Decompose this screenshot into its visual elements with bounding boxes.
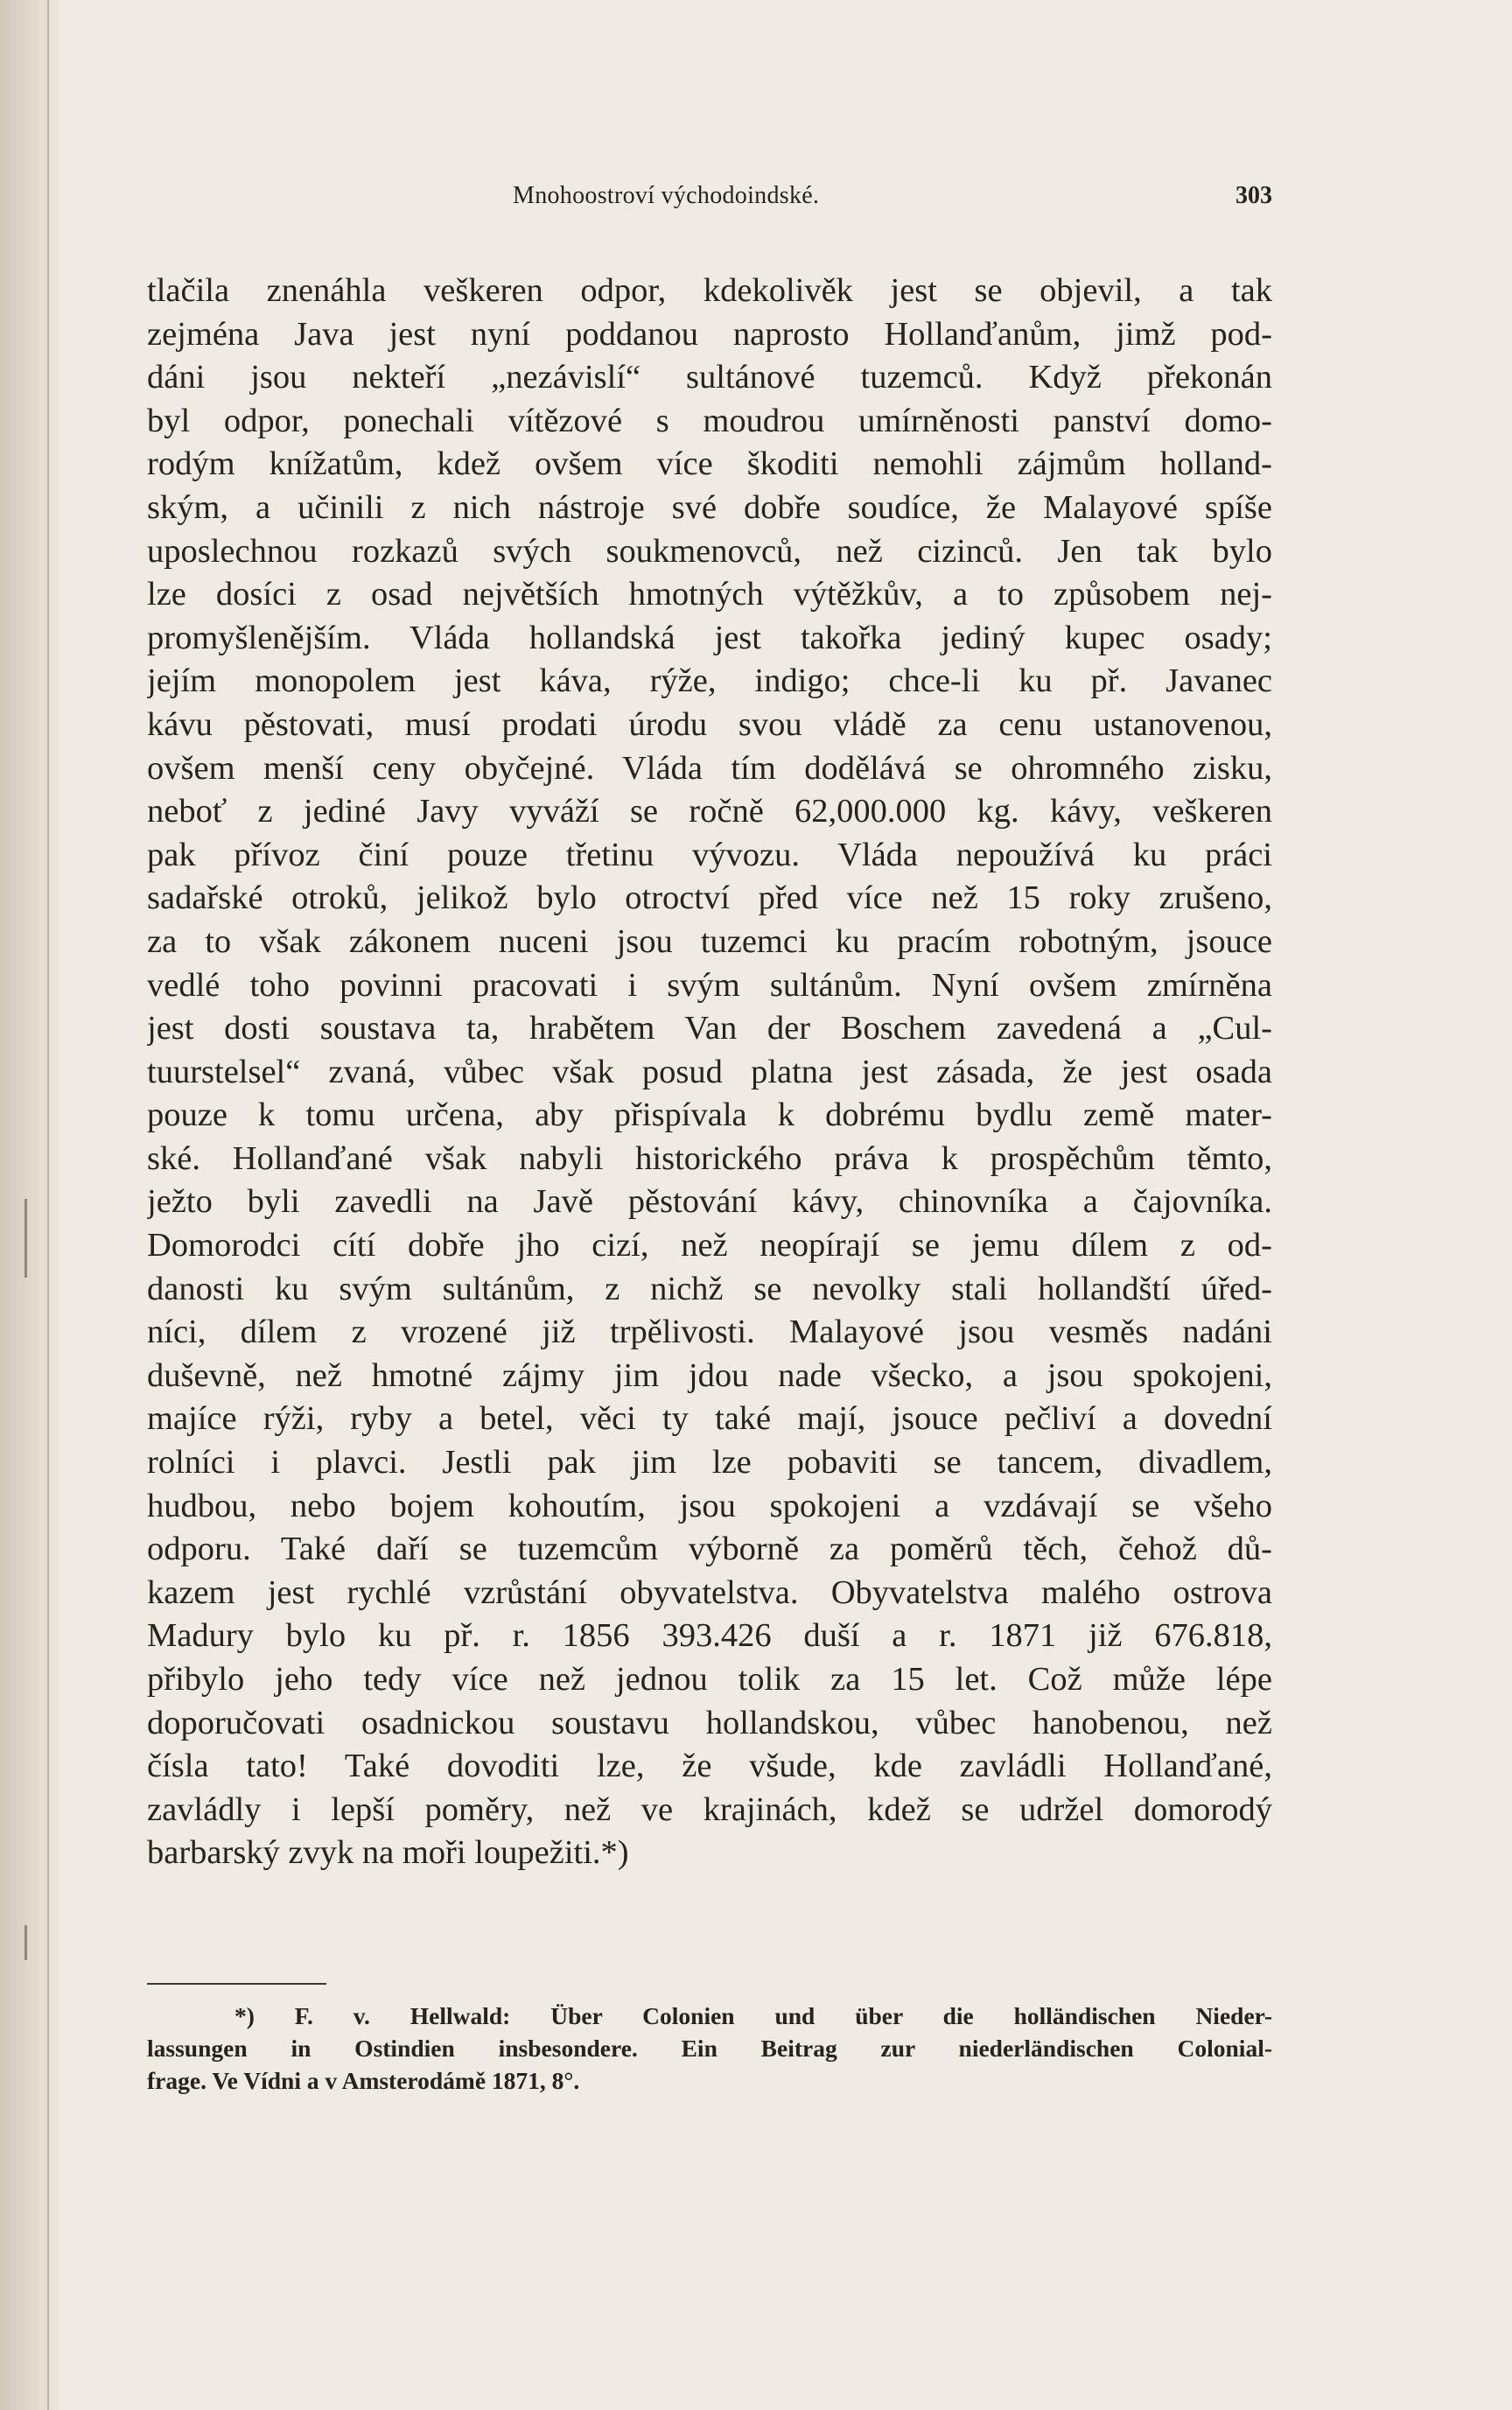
text-line: promyšlenějším. Vláda hollandská jest takořka jediný kupec osady; [147, 619, 1272, 656]
text-line: danosti ku svým sultánům, z nichž se nevolky stali hollandští úřed- [147, 1270, 1272, 1307]
text-line: uposlechnou rozkazů svých soukmenovců, než cizinců. Jen tak bylo [147, 532, 1272, 570]
text-line: doporučovati osadnickou soustavu hollandskou, vůbec hanobenou, než [147, 1704, 1272, 1741]
margin-mark [24, 1925, 27, 1960]
text-line: vedlé toho povinni pracovati i svým sultánům. Nyní ovšem zmírněna [147, 966, 1272, 1004]
text-line: tlačila znenáhla veškeren odpor, kdekolivěk jest se objevil, a tak [147, 272, 1272, 309]
text-line: Madury bylo ku př. r. 1856 393.426 duší a r. 1871 již 676.818, [147, 1617, 1272, 1655]
footnote [147, 2000, 1272, 2097]
footnote-line: frage. Ve Vídni a v Amsterodámě 1871, 8°. [147, 2067, 580, 2094]
text-line: rolníci i plavci. Jestli pak jim lze pobaviti se tancem, divadlem, [147, 1444, 1272, 1482]
text-line: tuurstelsel“ zvaná, vůbec však posud platna jest zásada, že jest osada [147, 1053, 1272, 1090]
footnote-divider [147, 1983, 326, 1985]
text-line: ské. Hollanďané však nabyli historického práva k prospěchům těmto, [147, 1139, 1272, 1177]
page-binding-shadow [0, 0, 61, 2410]
binding-edge-line [47, 0, 49, 2410]
text-line: barbarský zvyk na moři loupežiti.*) [147, 1834, 629, 1872]
text-line: níci, dílem z vrozené již trpělivosti. Malayové jsou vesměs nadáni [147, 1314, 1272, 1351]
body-text [147, 270, 1272, 1875]
page-number: 303 [1236, 182, 1272, 209]
text-line: dáni jsou nekteří „nezávislí“ sultánové tuzemců. Když překonán [147, 359, 1272, 396]
running-title: Mnohoostroví východoindské. [513, 182, 820, 209]
text-line: odporu. Také daří se tuzemcům výborně za poměrů těch, čehož dů- [147, 1531, 1272, 1568]
text-line: Domorodci cítí dobře jho cizí, než neopírají se jemu dílem z od- [147, 1227, 1272, 1265]
text-line: byl odpor, ponechali vítězové s moudrou umírněnosti panství domo- [147, 402, 1272, 439]
margin-mark [24, 1199, 27, 1278]
text-line: duševně, než hmotné zájmy jim jdou nade všecko, a jsou spokojeni, [147, 1356, 1272, 1394]
text-line: přibylo jeho tedy více než jednou tolik za 15 let. Což může lépe [147, 1661, 1272, 1698]
footnote-line: *) F. v. Hellwald: Über Colonien und über die holländischen Nieder- [234, 2002, 1272, 2029]
text-line: pouze k tomu určena, aby přispívala k dobrému bydlu země mater- [147, 1096, 1272, 1134]
page-header [147, 182, 1272, 217]
text-line: za to však zákonem nuceni jsou tuzemci ku pracím robotným, jsouce [147, 922, 1272, 960]
text-line: sadařské otroků, jelikož bylo otroctví před více než 15 roky zrušeno, [147, 879, 1272, 917]
text-line: ským, a učinili z nich nástroje své dobře soudíce, že Malayové spíše [147, 488, 1272, 526]
text-line: pak přívoz činí pouze třetinu vývozu. Vláda nepoužívá ku práci [147, 836, 1272, 873]
text-line: majíce rýži, ryby a betel, věci ty také mají, jsouce pečliví a dovední [147, 1400, 1272, 1438]
text-line: jejím monopolem jest káva, rýže, indigo; chce-li ku př. Javanec [147, 662, 1272, 700]
text-line: čísla tato! Také dovoditi lze, že všude, kde zavládli Hollanďané, [147, 1748, 1272, 1785]
text-line: lze dosíci z osad největších hmotných výtěžkův, a to způsobem nej- [147, 576, 1272, 613]
text-line: hudbou, nebo bojem kohoutím, jsou spokojeni a vzdávají se všeho [147, 1487, 1272, 1524]
text-line: kazem jest rychlé vzrůstání obyvatelstva. Obyvatelstva malého ostrova [147, 1573, 1272, 1611]
text-line: rodým knížatům, kdež ovšem více škoditi nemohli zájmům holland- [147, 445, 1272, 483]
text-line: zavládly i lepší poměry, než ve krajinách, kdež se udržel domorodý [147, 1790, 1272, 1828]
text-line: ježto byli zavedli na Javě pěstování kávy, chinovníka a čajovníka. [147, 1183, 1272, 1221]
footnote-line: lassungen in Ostindien insbesondere. Ein Beitrag zur niederländischen Colonial- [147, 2035, 1272, 2062]
text-line: zejména Java jest nyní poddanou naprosto Hollanďanům, jimž pod- [147, 315, 1272, 353]
text-line: ovšem menší ceny obyčejné. Vláda tím dodělává se ohromného zisku, [147, 749, 1272, 787]
text-line: neboť z jediné Javy vyváží se ročně 62,000.000 kg. kávy, veškeren [147, 793, 1272, 830]
text-line: jest dosti soustava ta, hrabětem Van der Boschem zavedená a „Cul- [147, 1010, 1272, 1047]
text-line: kávu pěstovati, musí prodati úrodu svou vládě za cenu ustanovenou, [147, 705, 1272, 743]
